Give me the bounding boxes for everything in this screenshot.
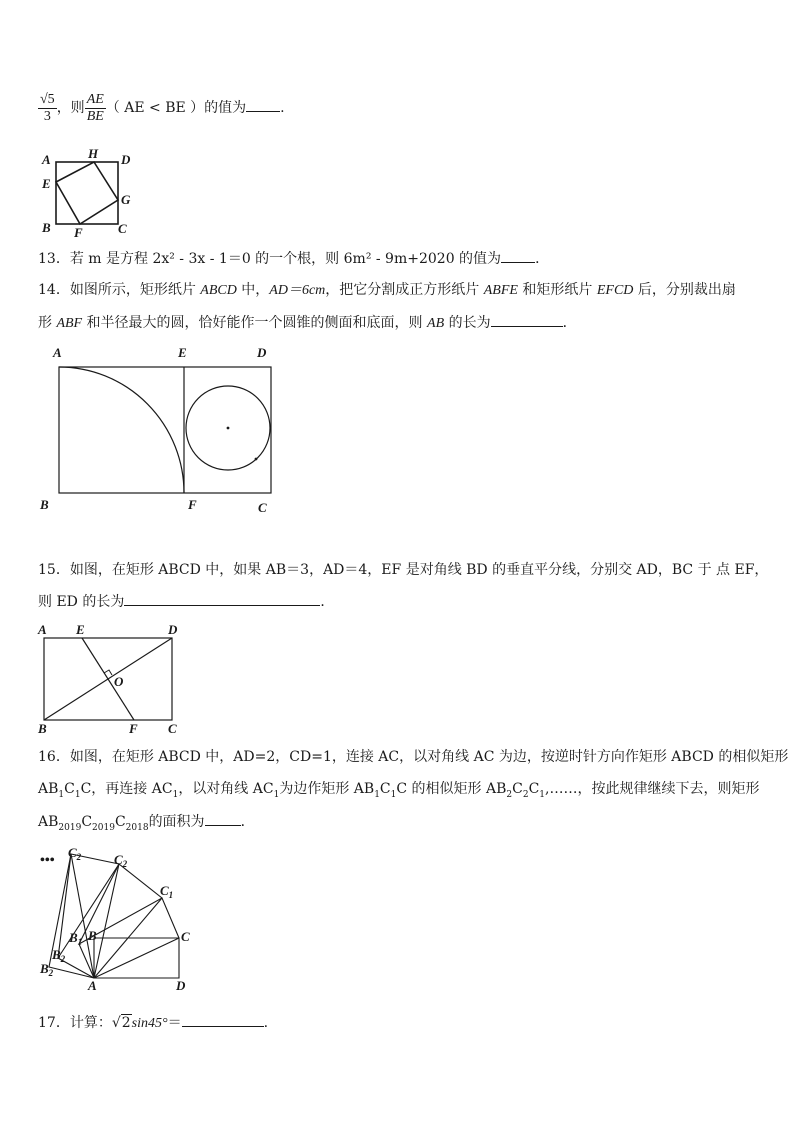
answer-blank-12 xyxy=(246,97,280,112)
fig12-label-f: F xyxy=(74,225,83,238)
fig16-dots: ••• xyxy=(40,853,55,868)
fig14-label-f: F xyxy=(188,497,197,512)
question-14-line2: 形 ABF 和半径最大的圆，恰好能作一个圆锥的侧面和底面，则 AB 的长为 ． xyxy=(38,312,577,334)
figure-14 xyxy=(36,342,286,522)
fig15-label-d: D xyxy=(168,622,178,637)
question-14-line1: 14．如图所示，矩形纸片 ABCD 中，AD＝6cm，把它分割成正方形纸片 ABFE 和矩形纸片 EFCD 后，分别裁出扇 xyxy=(38,282,736,298)
fig12-label-a: A xyxy=(42,152,51,167)
fig16-label-b1: $B_1$ xyxy=(69,930,83,947)
question-15-line2: 则 ED 的长为 ． xyxy=(38,591,334,612)
question-17: 17．计算：√2sin45°＝ . xyxy=(38,1012,268,1034)
question-16-line3: $AB_{2019}C_{2019}C_{2018}$的面积为 ． xyxy=(38,811,255,838)
answer-blank-14 xyxy=(491,312,563,327)
fig16-label-b: B xyxy=(88,928,97,943)
fig16-label-c2: $C_2$ xyxy=(114,852,128,869)
fraction-ae-over-be: $\frac{AE}{BE}$ xyxy=(86,91,104,124)
fig16-label-d: D xyxy=(176,978,186,992)
fig16-label-a: A xyxy=(88,978,97,992)
fig16-label-c: C xyxy=(181,929,190,944)
fig15-label-b: B xyxy=(38,721,47,736)
fig14-label-b: B xyxy=(40,497,49,512)
fig16-label-b2: $B_2$ xyxy=(52,947,66,964)
figure-12 xyxy=(36,146,146,238)
fig14-label-c: C xyxy=(258,500,267,515)
fig12-label-h: H xyxy=(88,146,99,161)
figure-15 xyxy=(34,620,194,740)
fig16-label-c1: $C_1$ xyxy=(160,883,174,900)
q12-then: ，则 xyxy=(56,100,85,116)
question-13: 13．若 m 是方程 2x² - 3x - 1＝0 的一个根，则 6m² - 9m+2020 的值为 ． xyxy=(38,248,549,269)
fig15-label-o: O xyxy=(114,674,124,689)
question-16-line1: 16．如图，在矩形 ABCD 中，AD=2，CD=1，连接 AC，以对角线 AC 为边，按逆时针方向作矩形 ABCD 的相似矩形 xyxy=(38,749,789,765)
sqrt-2: √2 xyxy=(111,1015,131,1031)
fig12-label-c: C xyxy=(118,221,127,236)
question-16-line2: $AB_1C_1C$，再连接 $AC_1$，以对角线 $AC_1$为边作矩形 $AB_1C_1C$ 的相似矩形 $AB_2C_2C_1,\dots\dots$，按此规律继续下去，则矩形 xyxy=(38,781,760,800)
figure-16 xyxy=(34,842,204,992)
answer-blank-15 xyxy=(124,591,320,606)
question-15-line1: 15．如图，在矩形 ABCD 中，如果 AB＝3，AD＝4，EF 是对角线 BD 的垂直平分线，分别交 AD，BC 于 点 EF， xyxy=(38,562,769,578)
fig12-label-g: G xyxy=(121,192,131,207)
fig12-label-b: B xyxy=(42,220,51,235)
fig12-label-d: D xyxy=(121,152,131,167)
fig12-label-e: E xyxy=(42,176,51,191)
answer-blank-17 xyxy=(182,1012,264,1027)
fig15-label-f: F xyxy=(129,721,138,736)
fig15-label-a: A xyxy=(38,622,47,637)
fig16-label-c3: $C_2$ xyxy=(68,845,82,862)
fig14-label-e: E xyxy=(178,345,187,360)
fig14-label-a: A xyxy=(53,345,62,360)
answer-blank-13 xyxy=(501,248,535,263)
fig15-label-e: E xyxy=(76,622,85,637)
answer-blank-16 xyxy=(205,811,241,826)
fig15-label-c: C xyxy=(168,721,177,736)
q12-condition: （ AE < BE ）的值为 xyxy=(105,100,247,116)
question-12-line: $\frac{√5}{3}$ ，则 $\frac{AE}{BE}$ （ AE < BE ）的值为 . xyxy=(40,91,285,124)
fig14-label-d: D xyxy=(257,345,267,360)
fig16-label-b3: $B_2$ xyxy=(40,961,54,978)
fraction-sqrt5-over-3: $\frac{√5}{3}$ xyxy=(40,91,55,124)
